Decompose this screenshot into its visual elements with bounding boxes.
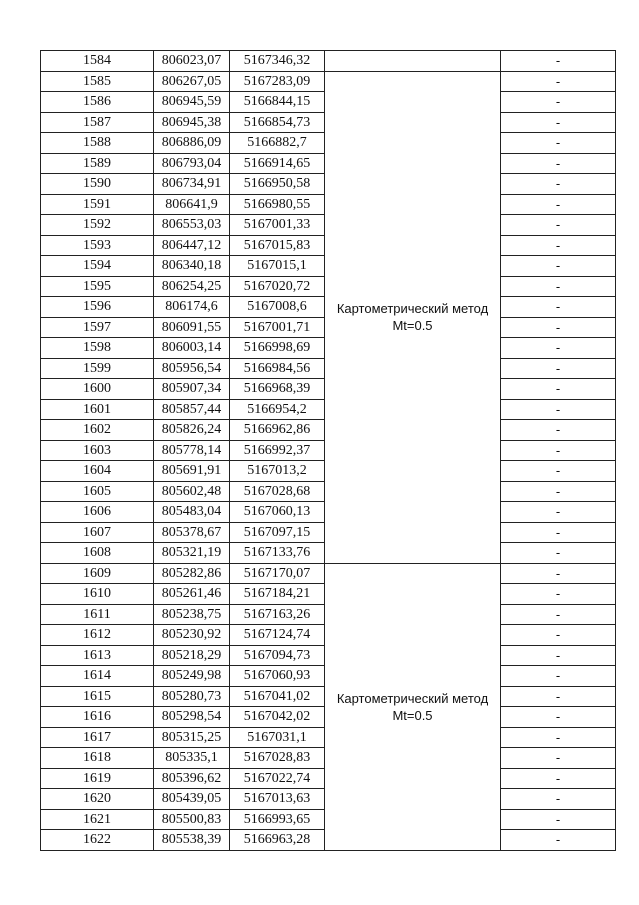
precision-cell: -: [501, 174, 616, 195]
precision-cell: -: [501, 830, 616, 851]
point-number-cell: 1586: [41, 92, 154, 113]
coordinates-table: [40, 50, 616, 851]
precision-cell: -: [501, 399, 616, 420]
y-coordinate-cell: 5167124,74: [230, 625, 325, 646]
y-coordinate-cell: 5167013,2: [230, 461, 325, 482]
y-coordinate-cell: 5167094,73: [230, 645, 325, 666]
y-coordinate-cell: 5167013,63: [230, 789, 325, 810]
y-coordinate-cell: 5167001,71: [230, 317, 325, 338]
point-number-cell: 1619: [41, 768, 154, 789]
precision-cell: -: [501, 666, 616, 687]
y-coordinate-cell: 5166914,65: [230, 153, 325, 174]
precision-cell: -: [501, 133, 616, 154]
y-coordinate-cell: 5166998,69: [230, 338, 325, 359]
point-number-cell: 1606: [41, 502, 154, 523]
x-coordinate-cell: 805483,04: [154, 502, 230, 523]
point-number-cell: 1602: [41, 420, 154, 441]
x-coordinate-cell: 805907,34: [154, 379, 230, 400]
y-coordinate-cell: 5166993,65: [230, 809, 325, 830]
precision-cell: -: [501, 686, 616, 707]
point-number-cell: 1594: [41, 256, 154, 277]
x-coordinate-cell: 805956,54: [154, 358, 230, 379]
y-coordinate-cell: 5166992,37: [230, 440, 325, 461]
y-coordinate-cell: 5166984,56: [230, 358, 325, 379]
point-number-cell: 1588: [41, 133, 154, 154]
y-coordinate-cell: 5167060,93: [230, 666, 325, 687]
precision-cell: -: [501, 789, 616, 810]
y-coordinate-cell: 5167042,02: [230, 707, 325, 728]
point-number-cell: 1614: [41, 666, 154, 687]
x-coordinate-cell: 805315,25: [154, 727, 230, 748]
coordinates-table-body: [41, 51, 616, 851]
point-number-cell: 1591: [41, 194, 154, 215]
point-number-cell: 1587: [41, 112, 154, 133]
x-coordinate-cell: 806254,25: [154, 276, 230, 297]
y-coordinate-cell: 5167170,07: [230, 563, 325, 584]
point-number-cell: 1590: [41, 174, 154, 195]
point-number-cell: 1605: [41, 481, 154, 502]
precision-cell: -: [501, 768, 616, 789]
x-coordinate-cell: 805538,39: [154, 830, 230, 851]
x-coordinate-cell: 806340,18: [154, 256, 230, 277]
precision-cell: -: [501, 112, 616, 133]
point-number-cell: 1595: [41, 276, 154, 297]
point-number-cell: 1610: [41, 584, 154, 605]
point-number-cell: 1616: [41, 707, 154, 728]
precision-cell: -: [501, 215, 616, 236]
precision-cell: -: [501, 502, 616, 523]
y-coordinate-cell: 5167028,83: [230, 748, 325, 769]
point-number-cell: 1609: [41, 563, 154, 584]
precision-cell: -: [501, 297, 616, 318]
point-number-cell: 1596: [41, 297, 154, 318]
method-cell: Картометрический метод Mt=0.5: [325, 563, 501, 850]
precision-cell: -: [501, 92, 616, 113]
x-coordinate-cell: 805778,14: [154, 440, 230, 461]
y-coordinate-cell: 5166980,55: [230, 194, 325, 215]
precision-cell: -: [501, 584, 616, 605]
x-coordinate-cell: 805439,05: [154, 789, 230, 810]
x-coordinate-cell: 806003,14: [154, 338, 230, 359]
point-number-cell: 1613: [41, 645, 154, 666]
point-number-cell: 1611: [41, 604, 154, 625]
point-number-cell: 1585: [41, 71, 154, 92]
precision-cell: -: [501, 338, 616, 359]
point-number-cell: 1597: [41, 317, 154, 338]
point-number-cell: 1601: [41, 399, 154, 420]
y-coordinate-cell: 5167015,83: [230, 235, 325, 256]
precision-cell: -: [501, 256, 616, 277]
point-number-cell: 1603: [41, 440, 154, 461]
x-coordinate-cell: 805218,29: [154, 645, 230, 666]
precision-cell: -: [501, 358, 616, 379]
x-coordinate-cell: 806945,38: [154, 112, 230, 133]
x-coordinate-cell: 805378,67: [154, 522, 230, 543]
x-coordinate-cell: 805261,46: [154, 584, 230, 605]
point-number-cell: 1615: [41, 686, 154, 707]
x-coordinate-cell: 805230,92: [154, 625, 230, 646]
y-coordinate-cell: 5167022,74: [230, 768, 325, 789]
point-number-cell: 1608: [41, 543, 154, 564]
precision-cell: -: [501, 461, 616, 482]
y-coordinate-cell: 5166962,86: [230, 420, 325, 441]
point-number-cell: 1592: [41, 215, 154, 236]
y-coordinate-cell: 5167097,15: [230, 522, 325, 543]
point-number-cell: 1618: [41, 748, 154, 769]
point-number-cell: 1604: [41, 461, 154, 482]
x-coordinate-cell: 805602,48: [154, 481, 230, 502]
point-number-cell: 1620: [41, 789, 154, 810]
y-coordinate-cell: 5166854,73: [230, 112, 325, 133]
x-coordinate-cell: 806793,04: [154, 153, 230, 174]
precision-cell: -: [501, 625, 616, 646]
precision-cell: -: [501, 440, 616, 461]
x-coordinate-cell: 805335,1: [154, 748, 230, 769]
precision-cell: -: [501, 420, 616, 441]
x-coordinate-cell: 806023,07: [154, 51, 230, 72]
x-coordinate-cell: 805298,54: [154, 707, 230, 728]
precision-cell: -: [501, 235, 616, 256]
precision-cell: -: [501, 522, 616, 543]
precision-cell: -: [501, 727, 616, 748]
x-coordinate-cell: 806174,6: [154, 297, 230, 318]
precision-cell: -: [501, 809, 616, 830]
y-coordinate-cell: 5167133,76: [230, 543, 325, 564]
method-cell: Картометрический метод Mt=0.5: [325, 71, 501, 563]
precision-cell: -: [501, 563, 616, 584]
point-number-cell: 1617: [41, 727, 154, 748]
point-number-cell: 1621: [41, 809, 154, 830]
y-coordinate-cell: 5167163,26: [230, 604, 325, 625]
point-number-cell: 1589: [41, 153, 154, 174]
precision-cell: -: [501, 543, 616, 564]
precision-cell: -: [501, 748, 616, 769]
x-coordinate-cell: 805238,75: [154, 604, 230, 625]
point-number-cell: 1593: [41, 235, 154, 256]
x-coordinate-cell: 805282,86: [154, 563, 230, 584]
precision-cell: -: [501, 71, 616, 92]
precision-cell: -: [501, 194, 616, 215]
y-coordinate-cell: 5166882,7: [230, 133, 325, 154]
document-page: [40, 50, 615, 851]
y-coordinate-cell: 5166963,28: [230, 830, 325, 851]
x-coordinate-cell: 805280,73: [154, 686, 230, 707]
x-coordinate-cell: 805857,44: [154, 399, 230, 420]
x-coordinate-cell: 806641,9: [154, 194, 230, 215]
y-coordinate-cell: 5167041,02: [230, 686, 325, 707]
x-coordinate-cell: 805691,91: [154, 461, 230, 482]
y-coordinate-cell: 5167283,09: [230, 71, 325, 92]
x-coordinate-cell: 805396,62: [154, 768, 230, 789]
x-coordinate-cell: 805321,19: [154, 543, 230, 564]
y-coordinate-cell: 5167060,13: [230, 502, 325, 523]
table-row: [41, 563, 616, 584]
point-number-cell: 1622: [41, 830, 154, 851]
y-coordinate-cell: 5166954,2: [230, 399, 325, 420]
table-row: [41, 51, 616, 72]
precision-cell: -: [501, 481, 616, 502]
x-coordinate-cell: 806267,05: [154, 71, 230, 92]
point-number-cell: 1599: [41, 358, 154, 379]
x-coordinate-cell: 806553,03: [154, 215, 230, 236]
precision-cell: -: [501, 153, 616, 174]
y-coordinate-cell: 5167008,6: [230, 297, 325, 318]
y-coordinate-cell: 5167184,21: [230, 584, 325, 605]
x-coordinate-cell: 805500,83: [154, 809, 230, 830]
y-coordinate-cell: 5167031,1: [230, 727, 325, 748]
precision-cell: -: [501, 379, 616, 400]
precision-cell: -: [501, 51, 616, 72]
x-coordinate-cell: 805249,98: [154, 666, 230, 687]
point-number-cell: 1607: [41, 522, 154, 543]
table-row: [41, 71, 616, 92]
y-coordinate-cell: 5167015,1: [230, 256, 325, 277]
precision-cell: -: [501, 707, 616, 728]
point-number-cell: 1584: [41, 51, 154, 72]
y-coordinate-cell: 5167346,32: [230, 51, 325, 72]
x-coordinate-cell: 806091,55: [154, 317, 230, 338]
y-coordinate-cell: 5166950,58: [230, 174, 325, 195]
x-coordinate-cell: 806447,12: [154, 235, 230, 256]
y-coordinate-cell: 5166844,15: [230, 92, 325, 113]
point-number-cell: 1612: [41, 625, 154, 646]
point-number-cell: 1600: [41, 379, 154, 400]
precision-cell: -: [501, 317, 616, 338]
x-coordinate-cell: 805826,24: [154, 420, 230, 441]
y-coordinate-cell: 5167020,72: [230, 276, 325, 297]
x-coordinate-cell: 806886,09: [154, 133, 230, 154]
precision-cell: -: [501, 645, 616, 666]
precision-cell: -: [501, 604, 616, 625]
x-coordinate-cell: 806734,91: [154, 174, 230, 195]
precision-cell: -: [501, 276, 616, 297]
point-number-cell: 1598: [41, 338, 154, 359]
y-coordinate-cell: 5167001,33: [230, 215, 325, 236]
y-coordinate-cell: 5167028,68: [230, 481, 325, 502]
method-cell: [325, 51, 501, 72]
x-coordinate-cell: 806945,59: [154, 92, 230, 113]
y-coordinate-cell: 5166968,39: [230, 379, 325, 400]
